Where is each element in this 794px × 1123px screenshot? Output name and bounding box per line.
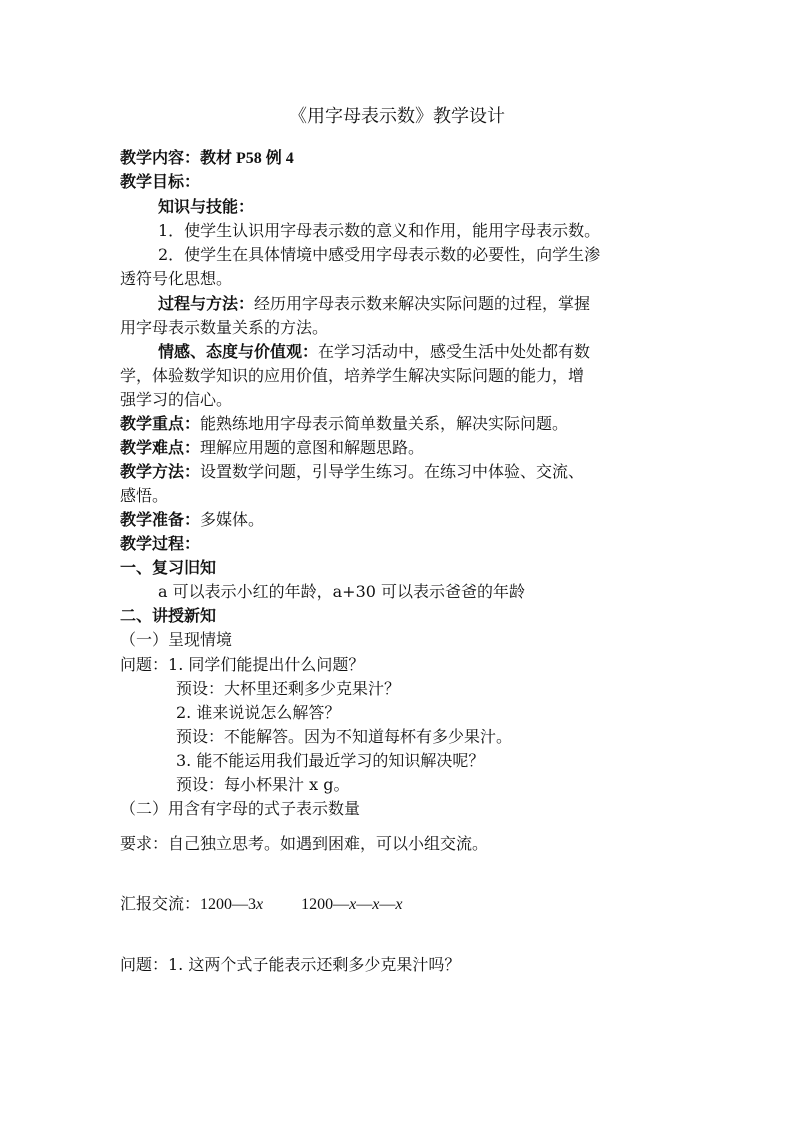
- document-title: 《用字母表示数》教学设计: [289, 106, 505, 127]
- preset-answer-1: 预设：大杯里还剩多少克果汁？: [176, 679, 401, 698]
- question-1-line: [120, 653, 364, 677]
- process-method-line-2: 用字母表示数量关系的方法。: [120, 318, 329, 337]
- expression-2-var-1: x: [349, 896, 357, 913]
- process-method-text: 经历用字母表示数来解决实际问题的过程，掌握: [254, 294, 591, 313]
- emotion-line-2: 学，体验数学知识的应用价值，培养学生解决实际问题的能力，增: [120, 366, 585, 385]
- teaching-process-heading: 教学过程：: [120, 534, 201, 553]
- key-point-line: [120, 412, 568, 436]
- emotion-line-1: [158, 340, 590, 364]
- emotion-line-3: 强学习的信心。: [120, 390, 233, 409]
- report-label: 汇报交流：: [120, 894, 201, 913]
- expression-2-var-2: x: [372, 896, 380, 913]
- knowledge-item-2-line-1: 2．使学生在具体情境中感受用字母表示数的必要性，向学生渗: [158, 245, 601, 264]
- expression-1-variable: x: [256, 896, 264, 913]
- teaching-content-label: 教学内容：: [120, 148, 201, 167]
- preset-answer-3: 预设：每小杯果汁 x g。: [176, 775, 350, 794]
- process-method-heading: 过程与方法：: [158, 294, 255, 313]
- knowledge-item-2-line-2: 透符号化思想。: [120, 269, 233, 288]
- question-2: 2. 谁来说说怎么解答？: [176, 703, 341, 722]
- question-label: 问题：: [120, 655, 169, 674]
- part2-heading: （二）用含有字母的式子表示数量: [120, 799, 361, 818]
- expression-2-part-a: 1200—: [301, 896, 350, 913]
- teaching-content-line: [120, 146, 294, 171]
- prep-label: 教学准备：: [120, 510, 201, 529]
- question-3: 3. 能不能运用我们最近学习的知识解决呢？: [176, 751, 485, 770]
- key-point-label: 教学重点：: [120, 414, 201, 433]
- report-line: [120, 892, 402, 917]
- knowledge-skills-heading: 知识与技能：: [158, 197, 255, 216]
- expression-2-var-3: x: [395, 896, 403, 913]
- review-heading: 一、复习旧知: [120, 558, 217, 577]
- key-point-value: 能熟练地用字母表示简单数量关系，解决实际问题。: [200, 414, 569, 433]
- question-1: 1. 同学们能提出什么问题？: [168, 655, 365, 674]
- difficulty-value: 理解应用题的意图和解题思路。: [200, 438, 425, 457]
- process-method-line-1: [158, 292, 590, 316]
- prep-value: 多媒体。: [200, 510, 265, 529]
- review-text: a 可以表示小红的年龄，a+30 可以表示爸爸的年龄: [158, 582, 526, 601]
- new-knowledge-heading: 二、讲授新知: [120, 606, 217, 625]
- teaching-content-value: 教材 P58 例 4: [200, 150, 294, 167]
- prep-line: [120, 508, 264, 532]
- final-question: 问题：1. 这两个式子能表示还剩多少克果汁吗？: [120, 955, 461, 974]
- emotion-text: 在学习活动中，感受生活中处处都有数: [318, 342, 591, 361]
- difficulty-label: 教学难点：: [120, 438, 201, 457]
- part1-heading: （一）呈现情境: [120, 630, 233, 649]
- requirement-text: 要求：自己独立思考。如遇到困难，可以小组交流。: [120, 834, 489, 853]
- difficulty-line: [120, 436, 424, 460]
- emotion-heading: 情感、态度与价值观：: [158, 342, 319, 361]
- knowledge-item-1: 1．使学生认识用字母表示数的意义和作用，能用字母表示数。: [158, 221, 601, 240]
- method-label: 教学方法：: [120, 462, 201, 481]
- expression-2-minus-2: —: [379, 896, 396, 913]
- preset-answer-2: 预设：不能解答。因为不知道每杯有多少果汁。: [176, 727, 513, 746]
- expression-2-minus-1: —: [356, 896, 373, 913]
- teaching-goals-label: 教学目标：: [120, 172, 201, 191]
- expression-1-number: 1200—3: [200, 896, 257, 913]
- method-line-2: 感悟。: [120, 486, 169, 505]
- method-line-1: [120, 460, 584, 484]
- method-value: 设置数学问题，引导学生练习。在练习中体验、交流、: [200, 462, 585, 481]
